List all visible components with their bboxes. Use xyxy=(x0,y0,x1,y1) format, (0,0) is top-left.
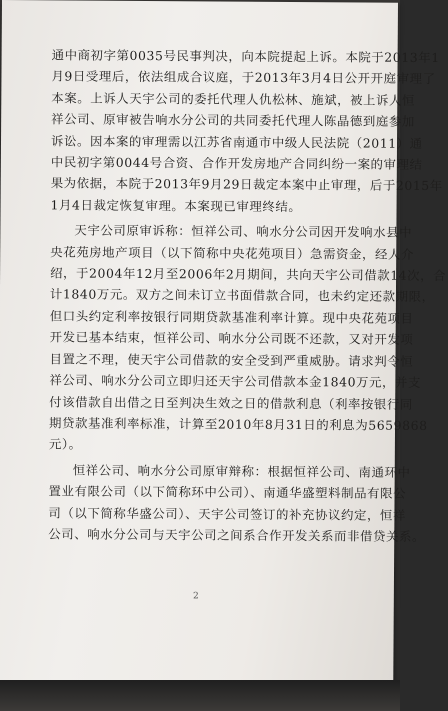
text-line: 本案。上诉人天宇公司的委托代理人仇松林、施斌，被上诉人恒 xyxy=(51,90,416,108)
text-line: 绍，于2004年12月至2006年2月期间，共向天宇公司借款14次，合 xyxy=(50,265,447,284)
paragraph-procedure xyxy=(50,44,443,217)
text-line: 祥公司、响水分公司立即归还天宇公司借款本金1840万元，并支 xyxy=(49,372,422,391)
text-line: 诉讼。因本案的审理需以江苏省南通市中级人民法院（2011）通 xyxy=(50,132,423,151)
paragraph-plaintiff-claim xyxy=(48,220,447,458)
text-line: 公司、响水分公司与天宇公司之间系合作开发关系而非借贷关系。 xyxy=(48,526,426,544)
text-line: 月9日受理后，依法组成合议庭，于2013年3月4日公开开庭审理了 xyxy=(51,68,436,87)
text-line: 通中商初字第0035号民事判决，向本院提起上诉。本院于2013年1 xyxy=(51,47,440,66)
table-surface xyxy=(0,680,400,711)
text-line: 果为依据，本院于2013年9月29日裁定本案中止审理，后于2015年 xyxy=(50,175,443,194)
text-line: 司（以下简称华盛公司）、天宇公司签订的补充协议约定，恒祥 xyxy=(48,504,407,523)
text-line: 祥公司、原审被告响水分公司的共同委托代理人陈晶德到庭参加 xyxy=(51,111,415,130)
text-line: 恒祥公司、响水分公司原审辩称：根据恒祥公司、南通环中 xyxy=(72,462,411,480)
text-line: 计1840万元。双方之间未订立书面借款合同，也未约定还款期限， xyxy=(49,286,435,305)
text-line: 置业有限公司（以下简称环中公司）、南通华盛塑料制品有限公 xyxy=(48,483,407,501)
text-line: 央花苑房地产项目（以下简称中央花苑项目）急需资金，经人介 xyxy=(50,243,415,262)
paragraph-defendant-reply xyxy=(48,459,426,547)
text-line: 开发已基本结束，恒祥公司、响水分公司既不还款，又对开发项 xyxy=(49,329,414,348)
text-line: 中民初字第0044号合资、合作开发房地产合同纠纷一案的审理结 xyxy=(50,154,423,172)
text-line: 元）。 xyxy=(48,436,82,452)
text-line: 1月4日裁定恢复审理。本案现已审理终结。 xyxy=(50,197,302,214)
page-number: 2 xyxy=(192,591,199,602)
text-line: 天宇公司原审诉称：恒祥公司、响水分公司因开发响水县中 xyxy=(74,222,413,241)
document-body xyxy=(48,44,447,551)
text-line: 期贷款基准利率标准，计算至2010年8月31日的利息为5659868 xyxy=(48,415,428,433)
text-line: 但口头约定利率按银行同期贷款基准利率计算。现中央花苑项目 xyxy=(49,308,414,326)
text-line: 目置之不理，使天宇公司借款的安全受到严重威胁。请求判令恒 xyxy=(49,351,414,369)
text-line: 付该借款自出借之日至判决生效之日的借款利息（利率按银行同 xyxy=(49,393,413,412)
